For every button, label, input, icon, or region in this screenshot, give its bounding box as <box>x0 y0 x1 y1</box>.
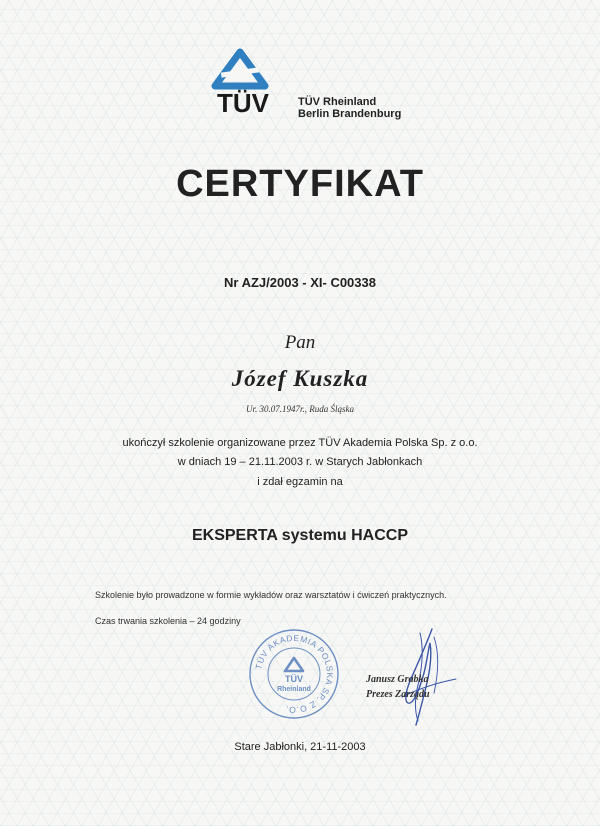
tuv-logo-text: TÜV <box>217 88 269 118</box>
organization-seal-icon <box>248 628 340 720</box>
organization-name: TÜV Rheinland <box>298 96 377 108</box>
certified-specialty: EKSPERTA systemu HACCP <box>191 527 409 544</box>
training-form-note: Szkolenie było prowadzone w formie wykładów oraz warsztatów i ćwiczeń praktycznych. <box>95 590 447 600</box>
place-and-date: Stare Jabłonki, 21-11-2003 <box>234 741 366 753</box>
svg-text:Rheinland: Rheinland <box>277 686 311 693</box>
certificate-number: Nr AZJ/2003 - XI- C00338 <box>224 275 376 290</box>
body-line-1: ukończył szkolenie organizowane przez TÜV Akademia Polska Sp. z o.o. <box>122 437 478 449</box>
svg-text:TÜV AKADEMIA POLSKA SP. Z O.O.: TÜV AKADEMIA POLSKA SP. Z O.O. <box>253 632 336 716</box>
recipient-name: Józef Kuszka <box>231 366 369 391</box>
svg-text:TÜV: TÜV <box>285 674 303 684</box>
organization-block <box>298 96 401 120</box>
body-line-2: w dniach 19 – 21.11.2003 r. w Starych Jabłonkach <box>177 456 423 468</box>
signer-role: Prezes Zarządu <box>366 689 430 700</box>
training-duration-note: Czas trwania szkolenia – 24 godziny <box>95 616 241 626</box>
signer-name: Janusz Grabka <box>366 674 429 685</box>
organization-region: Berlin Brandenburg <box>298 108 402 120</box>
body-line-3: i zdał egzamin na <box>257 476 343 488</box>
salutation: Pan <box>284 332 316 353</box>
certificate-title: CERTYFIKAT <box>176 163 424 205</box>
birth-info: Ur. 30.07.1947r., Ruda Śląska <box>245 404 354 414</box>
